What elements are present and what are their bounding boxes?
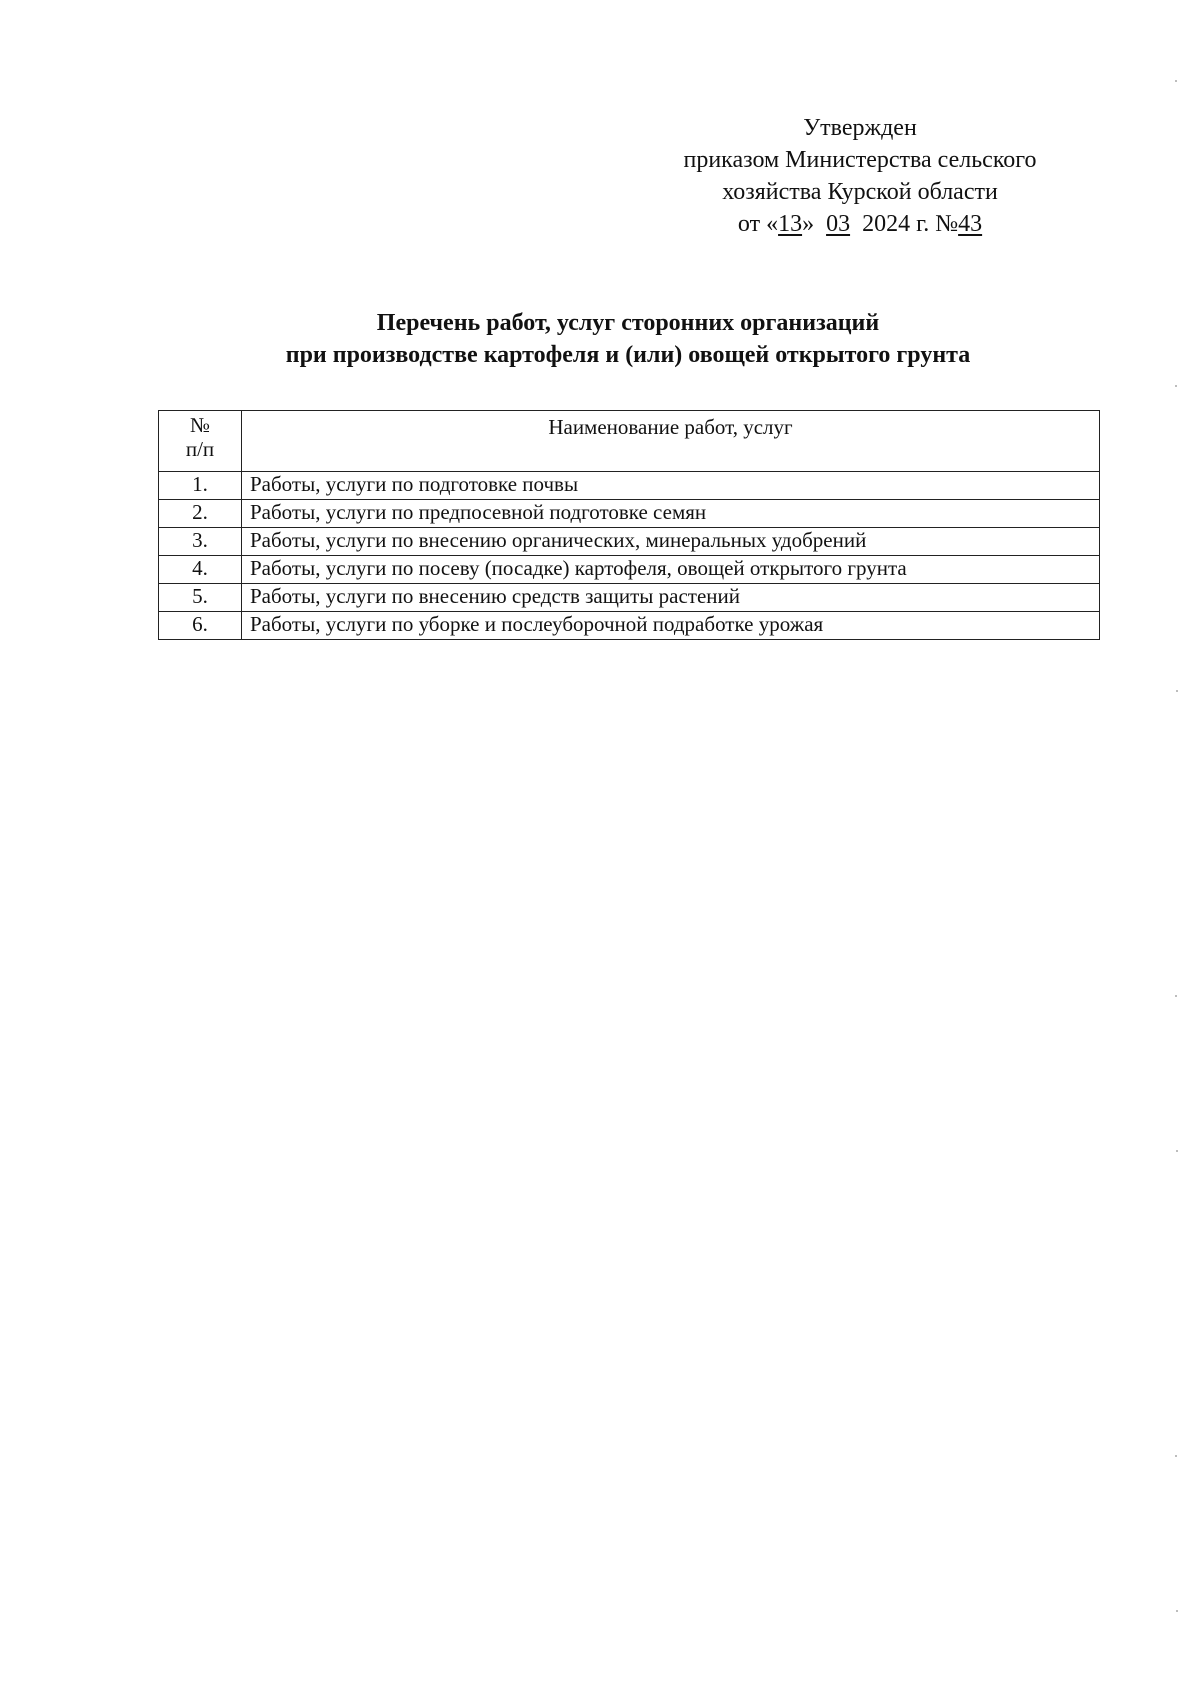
date-day: 13 <box>778 211 803 237</box>
title-line-1: Перечень работ, услуг сторонних организаций <box>376 310 880 336</box>
scan-speck <box>1175 385 1177 387</box>
row-number: 3. <box>159 528 242 556</box>
approval-ministry-line: хозяйства Курской области <box>722 179 998 205</box>
row-name: Работы, услуги по внесению средств защиты растений <box>242 584 1100 612</box>
title-line-2: при производстве картофеля и (или) овощей открытого грунта <box>285 342 971 368</box>
scan-speck <box>1175 80 1177 82</box>
table-row <box>159 556 1100 584</box>
header-number-symbol: № <box>189 413 211 437</box>
scan-speck <box>1176 690 1178 692</box>
order-number: 43 <box>958 211 983 237</box>
works-table <box>158 410 1100 640</box>
table-row <box>159 528 1100 556</box>
table-row <box>159 472 1100 500</box>
header-name: Наименование работ, услуг <box>242 411 1100 472</box>
approval-stamp <box>600 112 1120 240</box>
scan-speck <box>1176 1610 1178 1612</box>
table-row <box>159 612 1100 640</box>
approval-date-line <box>600 208 1120 240</box>
date-mid: » <box>802 211 827 237</box>
date-year: 2024 г. № <box>850 211 959 237</box>
row-number: 1. <box>159 472 242 500</box>
row-number: 5. <box>159 584 242 612</box>
row-name: Работы, услуги по уборке и послеуборочной подработке урожая <box>242 612 1100 640</box>
approval-order-line: приказом Министерства сельского <box>683 147 1037 173</box>
header-number <box>159 411 242 472</box>
date-month: 03 <box>826 211 851 237</box>
table-row <box>159 500 1100 528</box>
scan-speck <box>1175 1455 1177 1457</box>
row-name: Работы, услуги по предпосевной подготовке семян <box>242 500 1100 528</box>
table-header-row <box>159 411 1100 472</box>
row-number: 4. <box>159 556 242 584</box>
date-prefix: от « <box>737 211 779 237</box>
document-title <box>150 307 1106 371</box>
header-number-abbr: п/п <box>185 437 215 461</box>
row-number: 6. <box>159 612 242 640</box>
row-name: Работы, услуги по посеву (посадке) картофеля, овощей открытого грунта <box>242 556 1100 584</box>
approval-heading: Утвержден <box>803 115 917 141</box>
scan-speck <box>1175 995 1177 997</box>
table-row <box>159 584 1100 612</box>
row-name: Работы, услуги по подготовке почвы <box>242 472 1100 500</box>
scan-speck <box>1176 1150 1178 1152</box>
row-name: Работы, услуги по внесению органических, минеральных удобрений <box>242 528 1100 556</box>
row-number: 2. <box>159 500 242 528</box>
